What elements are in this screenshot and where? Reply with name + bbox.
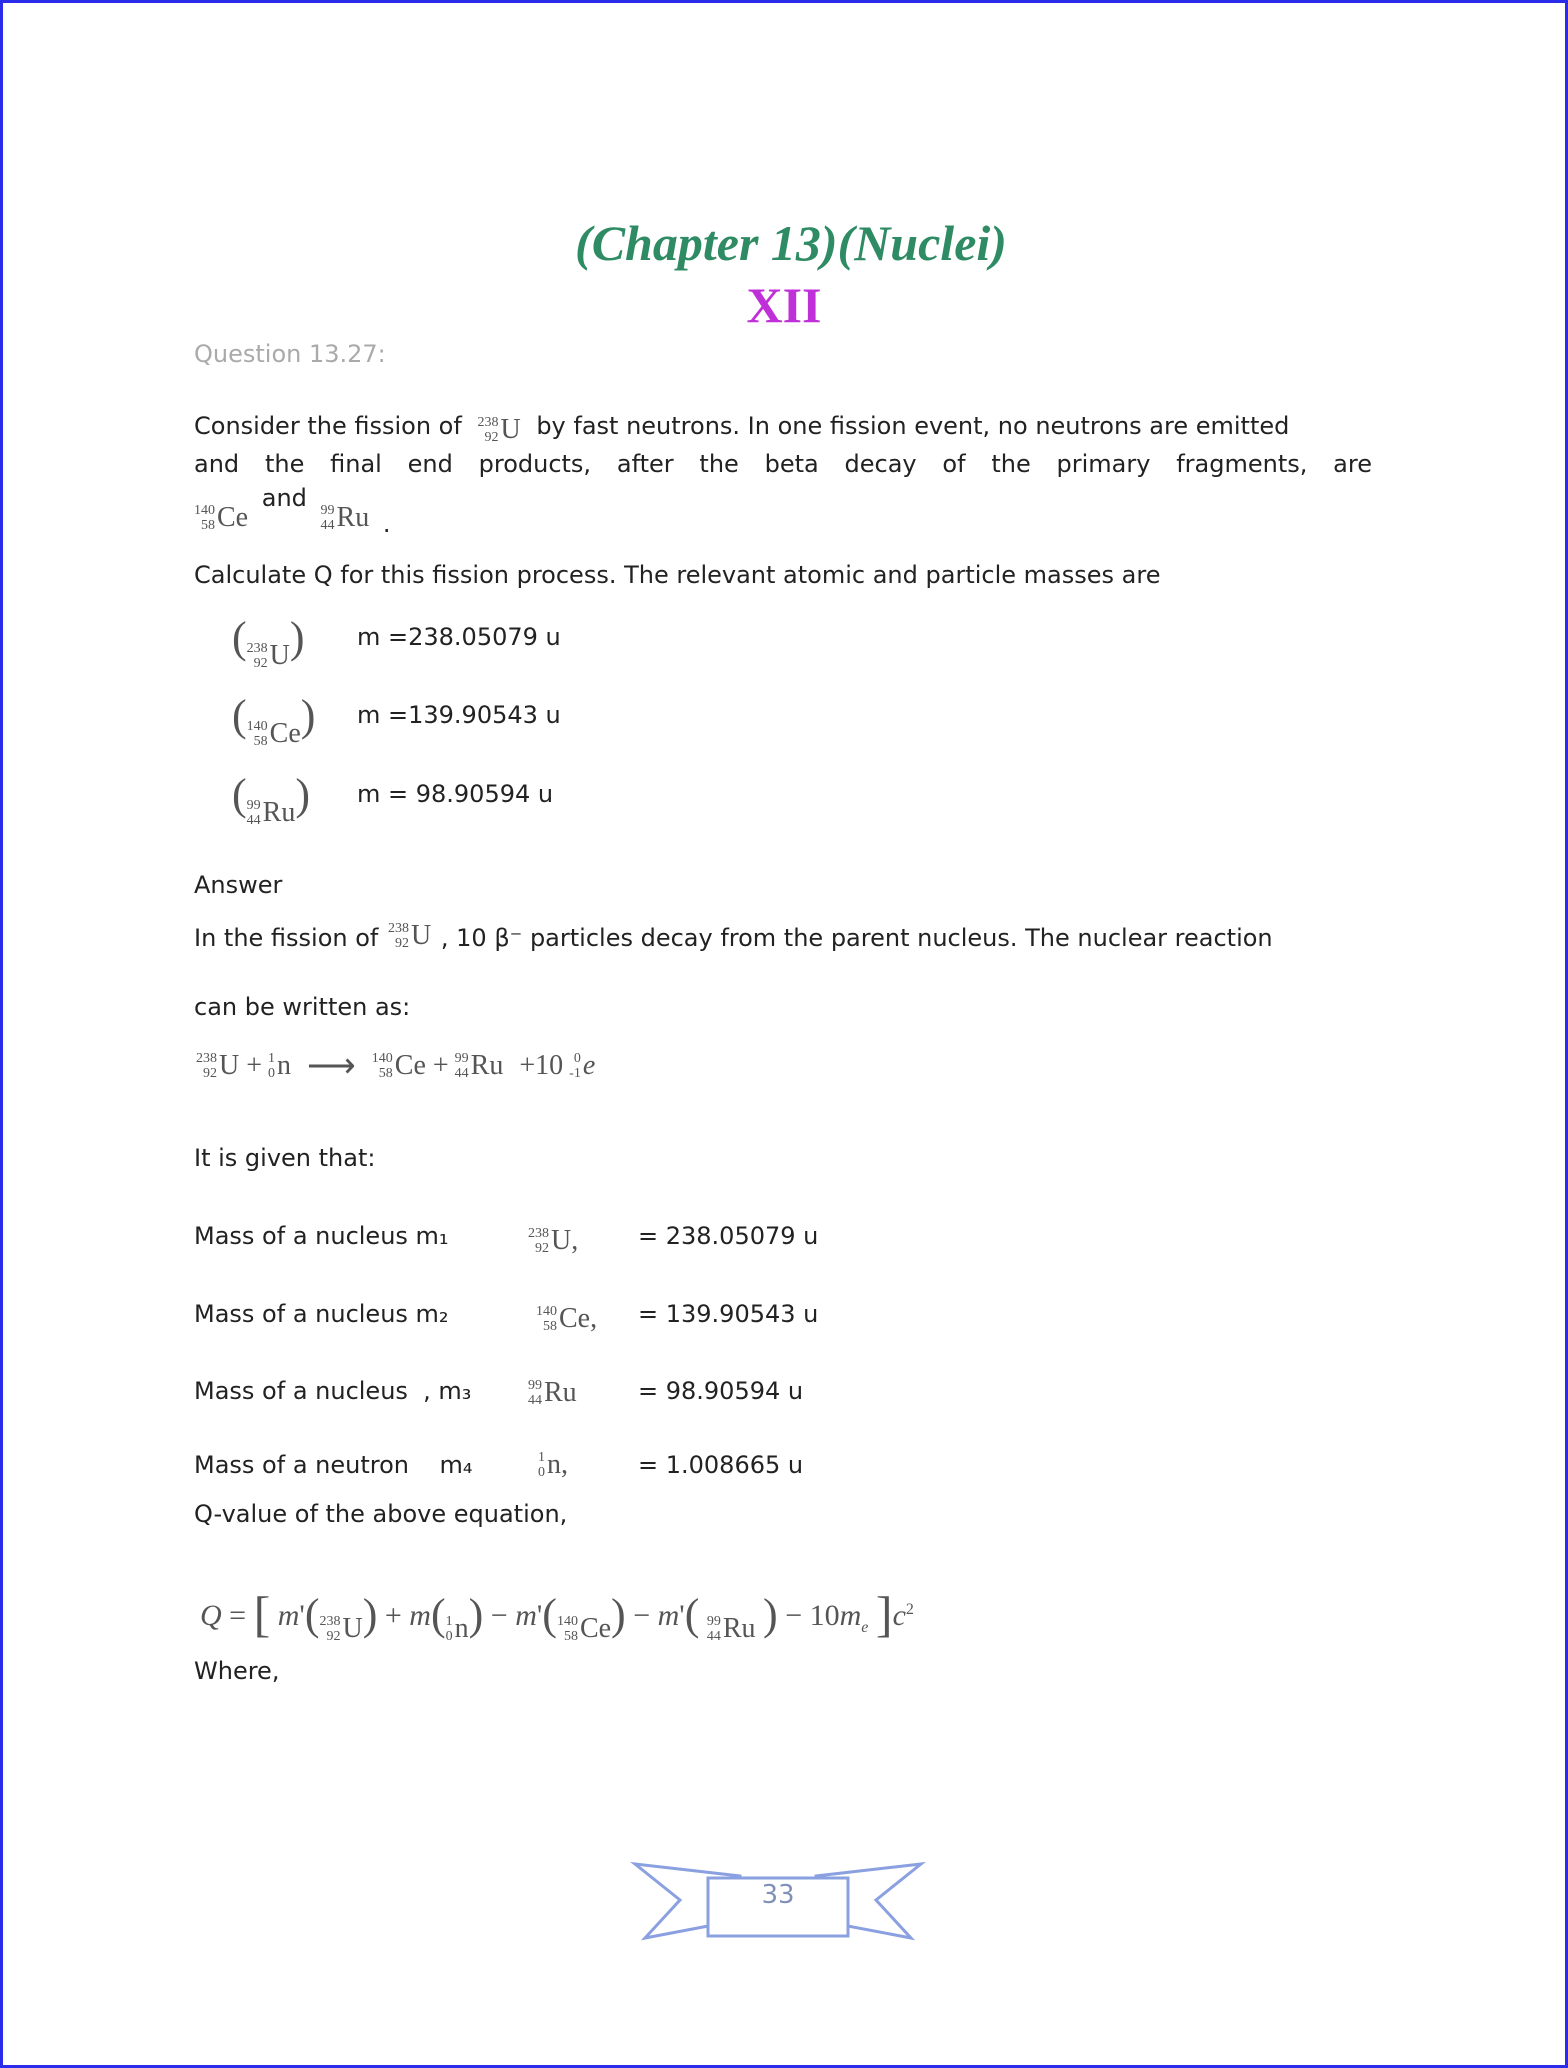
where-label: Where,	[194, 1657, 280, 1685]
mass-row: ( 238 92 U )	[232, 613, 305, 671]
qvalue-intro: Q-value of the above equation,	[194, 1500, 568, 1528]
isotope: 140 58 Ce +	[371, 1050, 449, 1081]
given-row-value: = 98.90594 u	[638, 1377, 804, 1405]
class-label: XII	[746, 277, 822, 333]
nuclear-reaction-equation	[196, 1046, 595, 1086]
given-row-label: Mass of a nucleus , m₃	[194, 1377, 472, 1405]
isotope: 238 92 U,	[528, 1225, 579, 1256]
text: and	[261, 484, 307, 512]
question-line-2: and the final end products, after the beta decay of the primary fragments, are	[194, 450, 1372, 478]
mass-value: m =139.90543 u	[357, 701, 561, 729]
isotope: 1 0 n	[268, 1050, 292, 1081]
given-row-value: = 1.008665 u	[638, 1451, 804, 1479]
isotope: 1 0 n,	[538, 1449, 568, 1480]
isotope: 140 58 Ce,	[536, 1303, 598, 1334]
given-row-value: = 238.05079 u	[638, 1222, 819, 1250]
isotope: 99 44 Ru	[528, 1377, 577, 1408]
q-value-formula: Q = [ m'( 238 92 U ) + m( 1 0 n ) − m'( 140 58 Ce ) − m'( 99 44 Ru ) − $10m_e$ ]$c^2$	[200, 1586, 914, 1644]
isotope: 238 92 U	[246, 640, 290, 671]
mass-value: m = 98.90594 u	[357, 780, 554, 808]
isotope-ru99: 99 44 Ru	[320, 502, 370, 533]
text: by fast neutrons. In one fission event, no neutrons are emitted	[536, 412, 1290, 440]
given-row-value: = 139.90543 u	[638, 1300, 819, 1328]
mass-row: ( 140 58 Ce )	[232, 691, 316, 749]
given-row-label: Mass of a neutron m₄	[194, 1451, 473, 1479]
question-line-products	[194, 484, 391, 538]
text: Consider the fission of	[194, 412, 462, 440]
given-row-label: Mass of a nucleus m₁	[194, 1222, 449, 1250]
question-line-3: Calculate Q for this fission process. The relevant atomic and particle masses are	[194, 561, 1161, 589]
text: , 10 β⁻ particles decay from the parent nucleus. The nuclear reaction	[440, 924, 1273, 952]
chapter-title: (Chapter 13)(Nuclei)	[575, 215, 1007, 271]
mass-value: m =238.05079 u	[357, 623, 561, 651]
answer-label: Answer	[194, 871, 283, 899]
answer-line-1	[194, 920, 1273, 952]
isotope: 0 -1 e	[569, 1050, 596, 1081]
text: In the fission of	[194, 924, 379, 952]
given-row-label: Mass of a nucleus m₂	[194, 1300, 449, 1328]
isotope: 238 92 U +	[196, 1050, 263, 1081]
page-number: 33	[761, 1880, 795, 1910]
isotope: 99 44 Ru	[454, 1050, 504, 1081]
text: .	[382, 510, 391, 538]
isotope: 99 44 Ru	[246, 797, 296, 828]
isotope-u238: 238 92 U	[477, 414, 521, 445]
mass-row: ( 99 44 Ru )	[232, 770, 310, 828]
arrow-icon: ⟶	[307, 1048, 356, 1085]
question-label: Question 13.27:	[194, 340, 386, 368]
answer-line-2: can be written as:	[194, 993, 411, 1021]
isotope-u238: 238 92 U	[388, 920, 432, 951]
text: +10	[519, 1050, 564, 1081]
isotope-ce140: 140 58 Ce	[194, 502, 249, 533]
given-label: It is given that:	[194, 1144, 376, 1172]
isotope: 140 58 Ce	[246, 718, 301, 749]
question-line-1	[194, 412, 1289, 446]
